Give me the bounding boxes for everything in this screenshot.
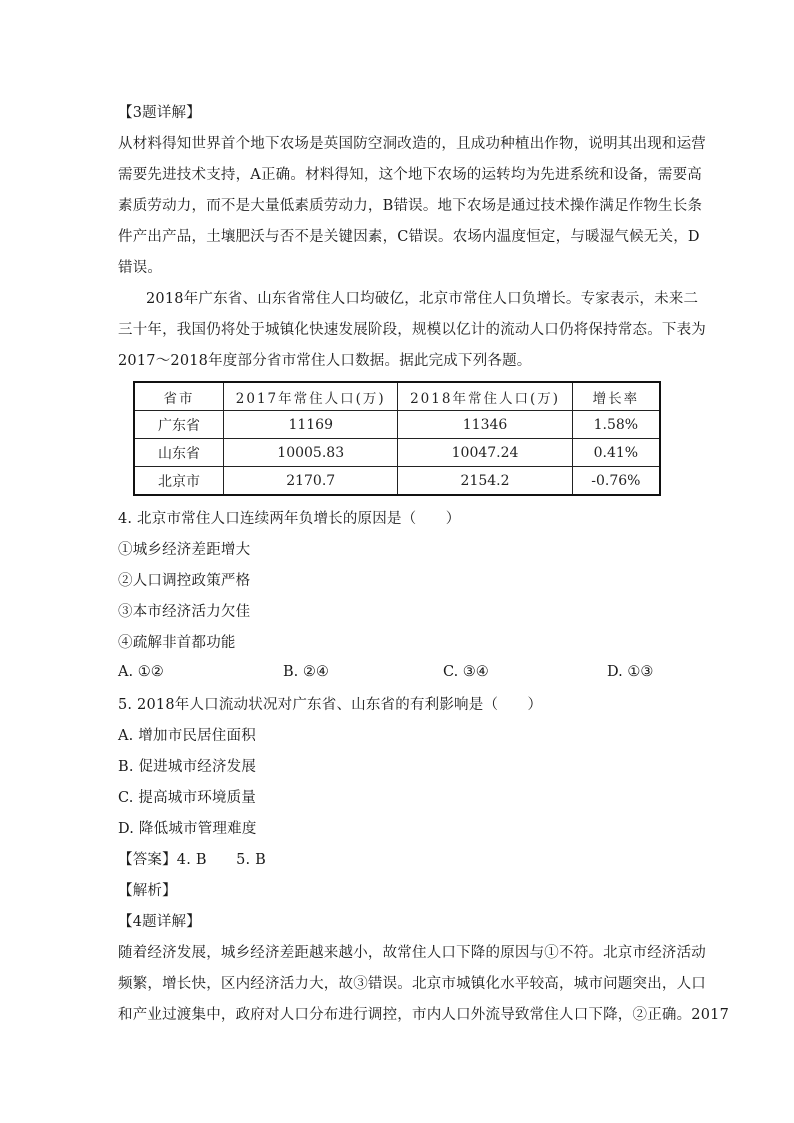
table-cell: 山东省 — [134, 439, 224, 467]
question-4-item: ④疏解非首都功能 — [118, 635, 236, 651]
table-row — [134, 439, 660, 467]
intro-text-line: 2017～2018年度部分省市常住人口数据。据此完成下列各题。 — [118, 353, 532, 369]
section-3-text-line: 错误。 — [118, 260, 163, 276]
section-4-text-line: 随着经济发展，城乡经济差距越来越小，故常住人口下降的原因与①不符。北京市经济活动 — [118, 945, 706, 961]
table-row — [134, 467, 660, 496]
question-4-option-b: B. ②④ — [283, 664, 329, 680]
section-3-text-line: 从材料得知世界首个地下农场是英国防空洞改造的，且成功种植出作物，说明其出现和运营 — [118, 136, 706, 152]
intro-text-line: 三十年，我国仍将处于城镇化快速发展阶段，规模以亿计的流动人口仍将保持常态。下表为 — [118, 322, 706, 338]
section-3-text-line: 件产出产品，土壤肥沃与否不是关键因素，C错误。农场内温度恒定，与暖湿气候无关，D — [118, 229, 700, 245]
question-4-stem: 4. 北京市常住人口连续两年负增长的原因是（ ） — [118, 511, 461, 527]
table-header-cell: 增长率 — [572, 382, 660, 411]
question-4-option-d: D. ①③ — [607, 664, 654, 680]
table-cell: 11169 — [224, 411, 398, 439]
table-cell: 2154.2 — [398, 467, 572, 496]
table-cell: 2170.7 — [224, 467, 398, 496]
table-header-cell: 2018年常住人口(万) — [398, 382, 572, 411]
table-cell: 10047.24 — [398, 439, 572, 467]
table-row — [134, 411, 660, 439]
intro-text-line: 2018年广东省、山东省常住人口均破亿，北京市常住人口负增长。专家表示，未来二 — [146, 291, 699, 307]
table-cell: 北京市 — [134, 467, 224, 496]
table-cell: -0.76% — [572, 467, 660, 496]
section-4-text-line: 和产业过渡集中，政府对人口分布进行调控，市内人口外流导致常住人口下降，②正确。2017 — [118, 1007, 729, 1023]
question-5-option-a: A. 增加市民居住面积 — [118, 728, 256, 744]
table-cell: 10005.83 — [224, 439, 398, 467]
answer-line: 【答案】4. B 5. B — [118, 852, 266, 868]
section-3-text-line: 需要先进技术支持，A正确。材料得知，这个地下农场的运转均为先进系统和设备，需要高 — [118, 167, 702, 183]
table-cell: 0.41% — [572, 439, 660, 467]
section-3-heading: 【3题详解】 — [118, 105, 201, 121]
table-cell: 1.58% — [572, 411, 660, 439]
question-4-options — [118, 664, 678, 684]
table-header-cell: 省市 — [134, 382, 224, 411]
question-4-item: ③本市经济活力欠佳 — [118, 604, 251, 620]
table-cell: 广东省 — [134, 411, 224, 439]
table-header-cell: 2017年常住人口(万) — [224, 382, 398, 411]
table-cell: 11346 — [398, 411, 572, 439]
question-5-option-b: B. 促进城市经济发展 — [118, 759, 257, 775]
table-header-row — [134, 382, 660, 411]
question-4-item: ①城乡经济差距增大 — [118, 542, 251, 558]
question-4-option-c: C. ③④ — [443, 664, 489, 680]
section-4-text-line: 频繁，增长快，区内经济活力大，故③错误。北京市城镇化水平较高，城市问题突出，人口 — [118, 976, 706, 992]
population-table — [133, 381, 661, 496]
section-4-heading: 【4题详解】 — [118, 914, 201, 930]
question-5-option-d: D. 降低城市管理难度 — [118, 821, 257, 837]
section-3-text-line: 素质劳动力，而不是大量低素质劳动力，B错误。地下农场是通过技术操作满足作物生长条 — [118, 198, 703, 214]
question-4-item: ②人口调控政策严格 — [118, 573, 251, 589]
question-4-option-a: A. ①② — [118, 664, 164, 680]
analysis-heading: 【解析】 — [118, 883, 177, 899]
question-5-option-c: C. 提高城市环境质量 — [118, 790, 256, 806]
question-5-stem: 5. 2018年人口流动状况对广东省、山东省的有利影响是（ ） — [118, 697, 543, 713]
